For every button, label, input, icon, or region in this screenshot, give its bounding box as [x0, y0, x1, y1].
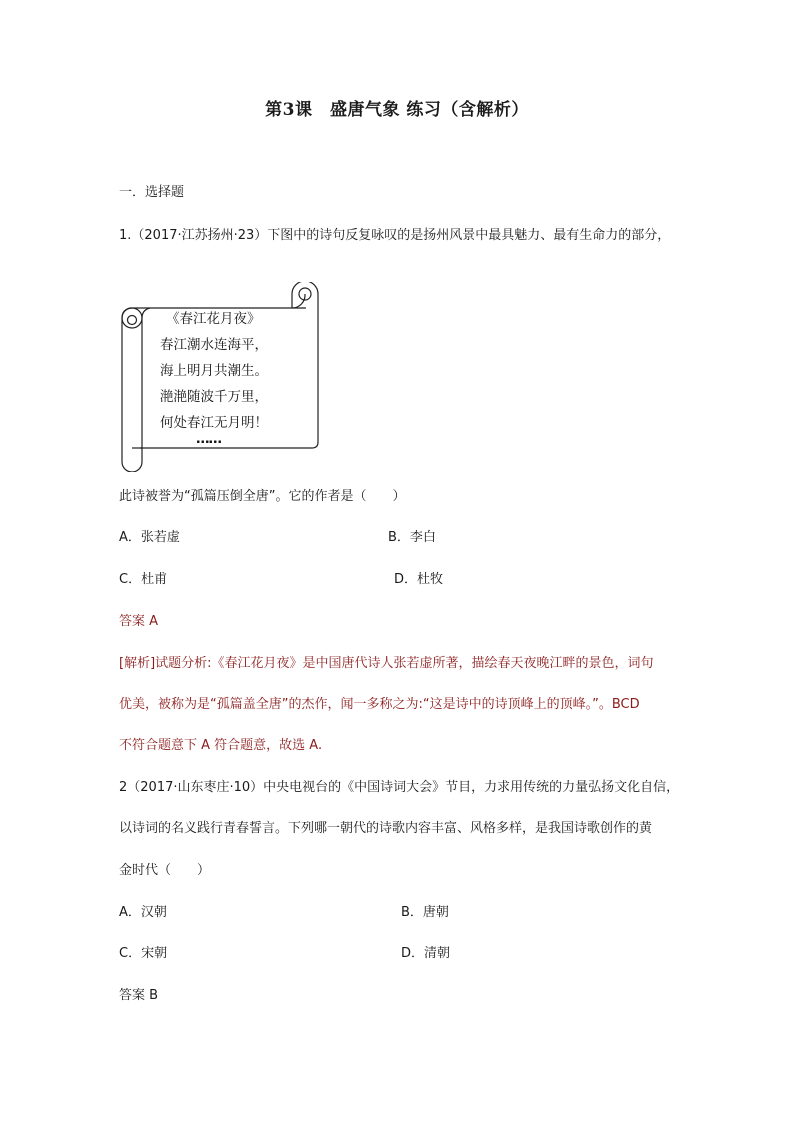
poem-line-3: 滟滟随波千万里，: [160, 389, 268, 405]
question-1-prompt: 此诗被誉为“孤篇压倒全唐”。它的作者是（ ）: [119, 489, 406, 504]
poem-line-4: 何处春江无月明！: [160, 415, 268, 431]
question-2-stem-line-3: 金时代（ ）: [119, 863, 211, 878]
poem-ellipsis: ……: [196, 431, 221, 447]
q2-answer: 答案 B: [119, 988, 159, 1003]
section-heading: 一．选择题: [119, 185, 185, 200]
q1-option-b: B．李白: [388, 530, 436, 545]
q2-option-d: D．清朝: [401, 946, 451, 961]
poem-line-2: 海上明月共潮生。: [160, 363, 268, 379]
question-2-stem-line-2: 以诗词的名义践行青春誓言。下列哪一朝代的诗歌内容丰富、风格多样，是我国诗歌创作的黄: [119, 821, 653, 836]
question-2-stem-line-1: 2（2017·山东枣庄·10）中央电视台的《中国诗词大会》节目，力求用传统的力量弘扬文化自信，: [119, 780, 680, 795]
poem-scroll-figure: [116, 282, 322, 472]
page-title: 第3课 盛唐气象 练习（含解析）: [265, 100, 529, 120]
poem-title: 《春江花月夜》: [166, 311, 261, 327]
question-1-stem: 1.（2017·江苏扬州·23）下图中的诗句反复咏叹的是扬州风景中最具魅力、最有生命力的部分，: [119, 228, 671, 243]
q1-analysis-line-3: 不符合题意下 A 符合题意，故选 A.: [119, 738, 323, 753]
q1-answer: 答案 A: [119, 614, 159, 629]
q1-option-d: D．杜牧: [394, 572, 444, 587]
q2-option-c: C．宋朝: [119, 946, 168, 961]
q1-analysis-line-2: 优美，被称为是“孤篇盖全唐”的杰作，闻一多称之为:“这是诗中的诗顶峰上的顶峰。”。BCD: [119, 697, 640, 712]
q1-option-a: A．张若虚: [119, 530, 180, 545]
q2-option-b: B．唐朝: [401, 905, 449, 920]
poem-line-1: 春江潮水连海平，: [160, 337, 268, 353]
q1-analysis-line-1: [解析]试题分析:《春江花月夜》是中国唐代诗人张若虚所著，描绘春天夜晚江畔的景色，词句: [119, 656, 654, 671]
q1-option-c: C．杜甫: [119, 572, 168, 587]
q2-option-a: A．汉朝: [119, 905, 167, 920]
